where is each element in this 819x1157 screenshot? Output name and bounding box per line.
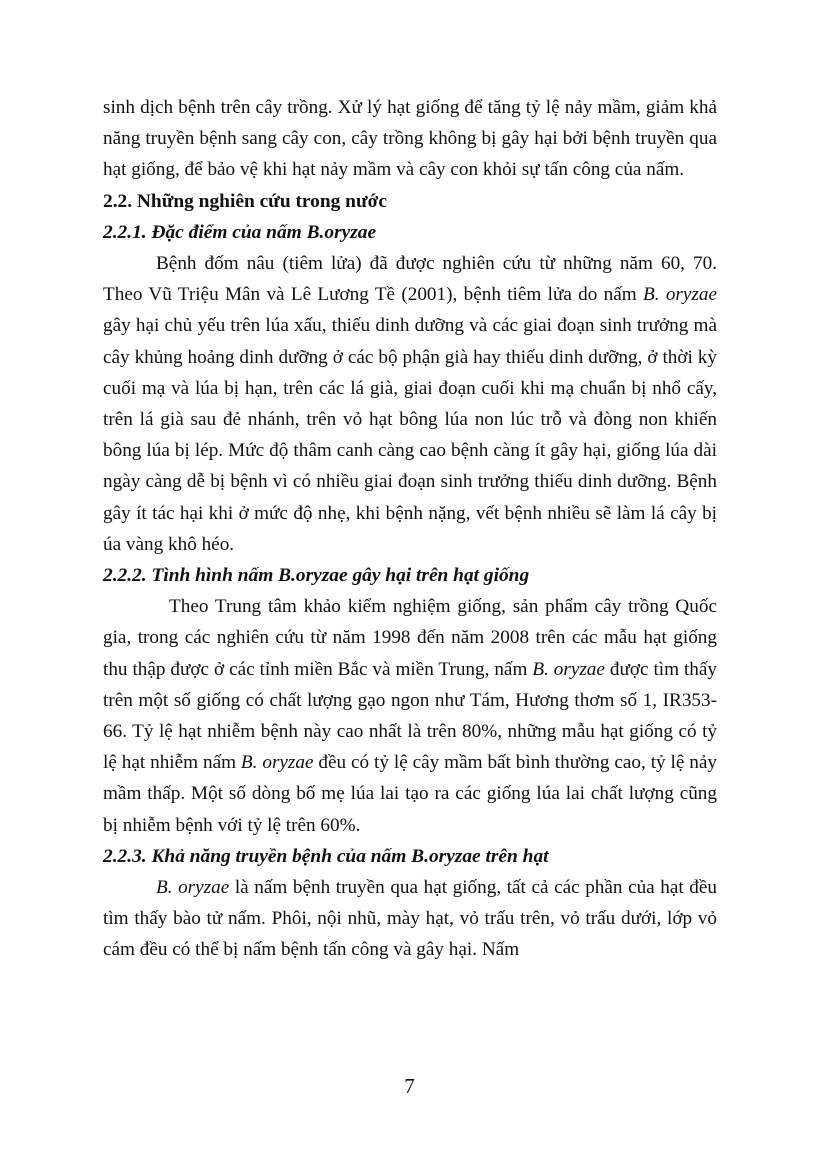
subsection-heading-2-2-3: 2.2.3. Khả năng truyền bệnh của nấm B.oryzae trên hạt bbox=[103, 845, 549, 867]
section-heading: 2.2. Những nghiên cứu trong nước bbox=[103, 190, 387, 212]
text-run: đều có tỷ lệ cây mầm bất bình thường cao, tỷ lệ nảy mầm thấp. Một số dòng bố mẹ lúa lai tạo ra các giống lúa lai chất lượng cũng bị nhiễm bệnh với tỷ lệ trên 60%. bbox=[103, 752, 717, 836]
species-name: B. oryzae bbox=[532, 658, 605, 680]
text-run: Bệnh đốm nâu (tiêm lửa) đã được nghiên cứu từ những năm 60, 70. Theo Vũ Triệu Mân và Lê Lương Tề (2001), bệnh tiêm lửa do nấm bbox=[103, 253, 717, 306]
text-run: Theo Trung tâm khảo kiểm nghiệm giống, sản phẩm cây trồng Quốc gia, trong các nghiên cứu từ năm 1998 đến năm 2008 trên các mẫu hạt giống thu thập được ở các tỉnh miền Bắc và miền Trung, nấm bbox=[103, 596, 717, 680]
paragraph-2-2-2 bbox=[103, 591, 717, 841]
document-page bbox=[103, 92, 717, 966]
text-run: được tìm thấy trên một số giống có chất lượng gạo ngon như Tám, Hương thơm số 1, IR353-66. Tỷ lệ hạt nhiễm bệnh này cao nhất là trên 80%, những mẫu hạt giống có tỷ lệ hạt nhiễm nấm bbox=[103, 658, 717, 774]
species-name: B. oryzae bbox=[156, 877, 230, 899]
subsection-heading-2-2-1: 2.2.1. Đặc điểm của nấm B.oryzae bbox=[103, 221, 377, 243]
species-name: B. oryzae bbox=[240, 752, 314, 774]
species-name: B. oryzae bbox=[643, 284, 717, 306]
text-run: là nấm bệnh truyền qua hạt giống, tất cả các phần của hạt đều tìm thấy bào tử nấm. Phôi, nội nhũ, mày hạt, vỏ trấu trên, vỏ trấu dưới, lớp vỏ cám đều có thể bị nấm bệnh tấn công và gây hại. Nấm bbox=[103, 877, 717, 961]
intro-paragraph: sinh dịch bệnh trên cây trồng. Xử lý hạt giống để tăng tỷ lệ nảy mầm, giảm khả năng truyền bệnh sang cây con, cây trồng không bị gây hại bởi bệnh truyền qua hạt giống, để bảo vệ khi hạt nảy mầm và cây con khỏi sự tấn công của nấm. bbox=[103, 97, 717, 181]
text-run: gây hại chủ yếu trên lúa xấu, thiếu dinh dưỡng và các giai đoạn sinh trưởng mà cây khủng hoảng dinh dưỡng ở các bộ phận già hay thiếu dinh dưỡng, ở thời kỳ cuối mạ và lúa bị hạn, trên các lá già, giai đoạn cuối khi mạ chuẩn bị nhổ cấy, trên lá già sau đẻ nhánh, trên vỏ hạt bông lúa non lúc trỗ và đòng non khiến bông lúa bị lép. Mức độ thâm canh càng cao bệnh càng ít gây hại, giống lúa dài ngày càng dễ bị bệnh vì có nhiều giai đoạn sinh trưởng thiếu dinh dưỡng. Bệnh gây ít tác hại khi ở mức độ nhẹ, khi bệnh nặng, vết bệnh nhiều sẽ làm lá cây bị úa vàng khô héo. bbox=[103, 315, 717, 555]
subsection-heading-2-2-2: 2.2.2. Tình hình nấm B.oryzae gây hại trên hạt giống bbox=[103, 565, 530, 587]
page-number: 7 bbox=[404, 1074, 415, 1098]
paragraph-2-2-1 bbox=[103, 248, 717, 560]
paragraph-2-2-3 bbox=[103, 872, 717, 966]
